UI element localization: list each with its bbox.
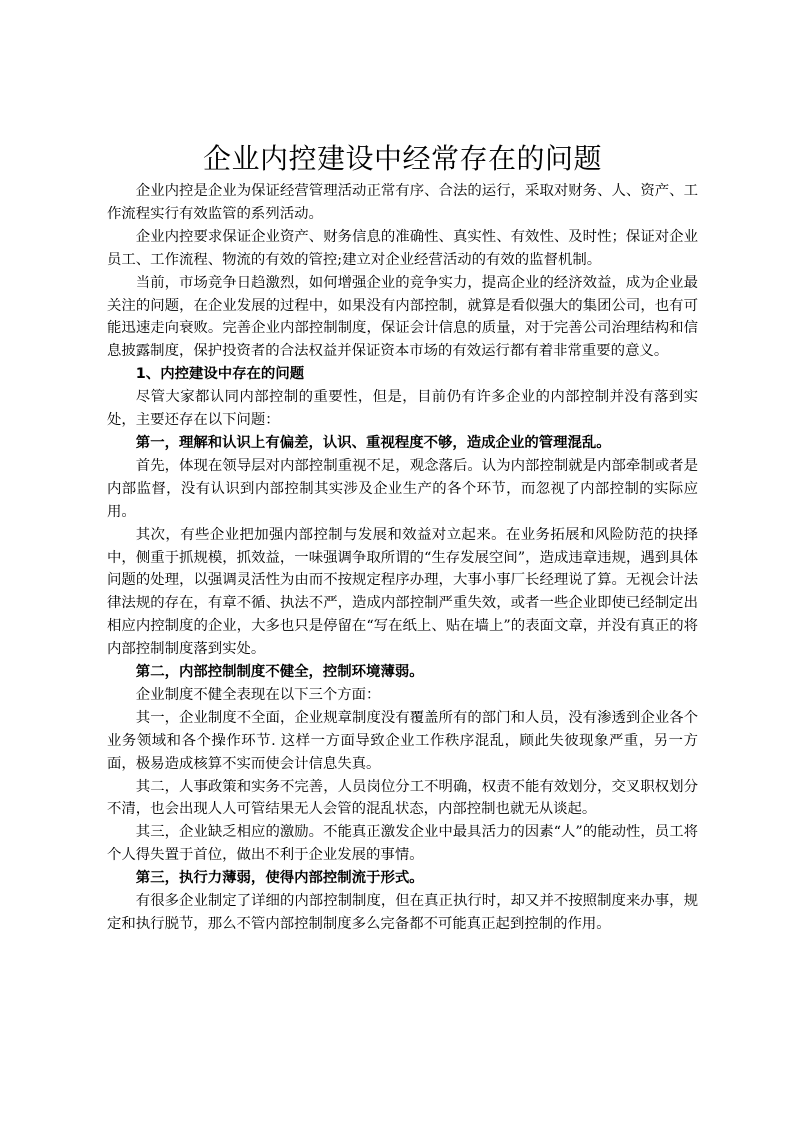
paragraph-second-b: 其二，人事政策和实务不完善，人员岗位分工不明确，权责不能有效划分，交叉职权划分不清，也会出现人人可管结果无人会管的混乱状态，内部控制也就无从谈起。	[107, 778, 698, 818]
paragraph-first-b: 其次，有些企业把加强内部控制与发展和效益对立起来。在业务拓展和风险防范的抉择中，侧重于抓规模，抓效益，一味强调争取所谓的“生存发展空间”，造成违章违规，遇到具体问题的处理，以强调灵活性为由而不按规定程序办理，大事小事厂长经理说了算。无视会计法律法规的存在，有章不循、执法不严，造成内部控制严重失效，或者一些企业即使已经制定出相应内控制度的企业，大多也只是停留在“写在纸上、贴在墙上”的表面文章，并没有真正的将内部控制制度落到实处。	[107, 526, 698, 658]
document-title: 企业内控建设中经常存在的问题	[202, 142, 602, 175]
paragraph-importance: 当前，市场竞争日趋激烈，如何增强企业的竞争实力，提高企业的经济效益，成为企业最关注的问题，在企业发展的过程中，如果没有内部控制，就算是看似强大的集团公司，也有可能迅速走向衰败。完善企业内部控制制度，保证会计信息的质量，对于完善公司治理结构和信息披露制度，保护投资者的合法权益并保证资本市场的有效运行都有着非常重要的意义。	[107, 274, 698, 360]
paragraph-requirements: 企业内控要求保证企业资产、财务信息的准确性、真实性、有效性、及时性；保证对企业员工、工作流程、物流的有效的管控;建立对企业经营活动的有效的监督机制。	[107, 228, 698, 268]
problem-heading-first: 第一，理解和认识上有偏差，认识、重视程度不够，造成企业的管理混乱。	[135, 434, 611, 451]
document-page	[107, 140, 698, 936]
problem-heading-third: 第三，执行力薄弱，使得内部控制流于形式。	[135, 870, 424, 887]
paragraph-intro-problems: 尽管大家都认同内部控制的重要性，但是，目前仍有许多企业的内部控制并没有落到实处，主要还存在以下问题：	[107, 389, 698, 429]
paragraph-definition: 企业内控是企业为保证经营管理活动正常有序、合法的运行，采取对财务、人、资产、工作流程实行有效监管的系列活动。	[107, 183, 698, 222]
problem-heading-second: 第二，内部控制制度不健全，控制环境薄弱。	[135, 664, 424, 681]
paragraph-second-intro: 企业制度不健全表现在以下三个方面：	[135, 686, 381, 703]
paragraph-first-a: 首先，体现在领导层对内部控制重视不足，观念落后。认为内部控制就是内部牵制或者是内部监督，没有认识到内部控制其实涉及企业生产的各个环节，而忽视了内部控制的实际应用。	[107, 457, 698, 520]
paragraph-second-a: 其一，企业制度不全面，企业规章制度没有覆盖所有的部门和人员，没有渗透到企业各个业务领域和各个操作环节. 这样一方面导致企业工作秩序混乱，顾此失彼现象严重，另一方面，极易造成核算不实而使会计信息失真。	[107, 709, 698, 772]
section-heading-problems: 1、内控建设中存在的问题	[135, 366, 305, 383]
paragraph-second-c: 其三，企业缺乏相应的激励。不能真正激发企业中最具活力的因素“人”的能动性，员工将个人得失置于首位，做出不利于企业发展的事情。	[107, 824, 698, 864]
paragraph-third: 有很多企业制定了详细的内部控制制度，但在真正执行时，却又并不按照制度来办事，规定和执行脱节，那么不管内部控制制度多么完备都不可能真正起到控制的作用。	[107, 893, 698, 932]
